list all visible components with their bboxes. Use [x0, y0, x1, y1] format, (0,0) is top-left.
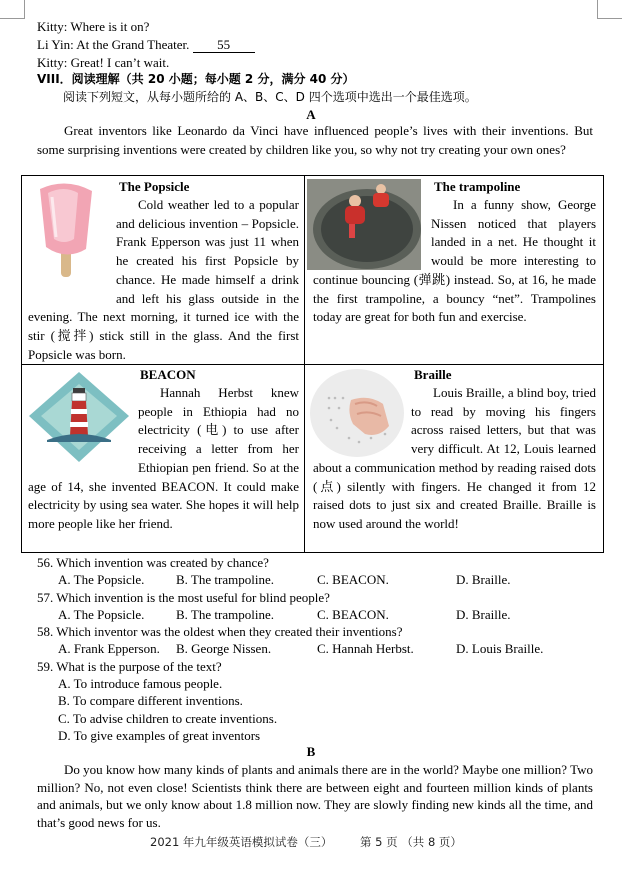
section-header: VIII．阅读理解（共 20 小题；每小题 2 分，满分 40 分） [37, 72, 355, 86]
option-57-d[interactable]: D. Braille. [456, 607, 511, 622]
option-58-d[interactable]: D. Louis Braille. [456, 641, 544, 656]
crop-mark-right [597, 0, 622, 19]
card-body-popsicle [28, 196, 299, 364]
image-float-spacer [28, 384, 138, 474]
option-59-b[interactable]: B. To compare different inventions. [58, 693, 243, 708]
option-57-b[interactable]: B. The trampoline. [176, 607, 274, 622]
question-59: 59. What is the purpose of the text? [37, 659, 222, 674]
dialog-line-1: Kitty: Where is it on? [37, 19, 150, 34]
card-text-trampoline: In a funny show, George Nissen noticed that players landed in a net. He thought it would be more interesting to continue bouncing (弹跳) instead. So, at 16, he made the first trampoline, a bouncy “net”. Trampolines today are great for both fun and exercise. [313, 197, 596, 325]
card-title-beacon: BEACON [140, 367, 196, 382]
passage-b-label: B [306, 744, 316, 759]
image-float-spacer [313, 196, 431, 270]
card-text-popsicle: Cold weather led to a popular and delicious invention – Popsicle. Frank Epperson was just 11 when he created his first Popsicle by chance. He made himself a drink and left his glass outside in the evening. The next morning, it turned ice with the stir (搅拌) stick still in the glass. And the first Popsicle was born. [28, 197, 299, 362]
section-instruction: 阅读下列短文，从每小题所给的 A、B、C、D 四个选项中选出一个最佳选项。 [63, 90, 477, 104]
crop-mark-left [0, 0, 25, 19]
option-58-c[interactable]: C. Hannah Herbst. [317, 641, 414, 656]
answer-blank[interactable]: 55 [193, 38, 255, 53]
option-59-d[interactable]: D. To give examples of great inventors [58, 728, 261, 743]
card-title-popsicle: The Popsicle [119, 179, 190, 194]
option-57-c[interactable]: C. BEACON. [317, 607, 389, 622]
footer-exam-title: 2021 年九年级英语模拟试卷（三） [150, 835, 333, 849]
card-body-trampoline [313, 196, 596, 327]
option-56-a[interactable]: A. The Popsicle. [58, 572, 145, 587]
footer-page-number: 第 5 页 （共 8 页） [360, 835, 462, 849]
question-56: 56. Which invention was created by chance? [37, 555, 269, 570]
passage-a-intro: Great inventors like Leonardo da Vinci have influenced people’s lives with their inventions. But some surprising inventions were created by children like you, so why not try creating your own ones? [37, 123, 593, 157]
option-56-b[interactable]: B. The trampoline. [176, 572, 274, 587]
question-57: 57. Which invention is the most useful for blind people? [37, 590, 330, 605]
option-58-a[interactable]: A. Frank Epperson. [58, 641, 160, 656]
option-58-b[interactable]: B. George Nissen. [176, 641, 272, 656]
card-text-beacon: Hannah Herbst knew people in Ethiopia had no electricity (电) to use after receiving a letter from her Ethiopian pen friend. So at the age of 14, she invented BEACON. It could make electricity by using sea water. She hopes it will help more people like her friend. [28, 385, 299, 531]
question-58: 58. Which inventor was the oldest when they created their inventions? [37, 624, 403, 639]
dialog-line-2 [37, 36, 255, 53]
passage-b-text: Do you know how many kinds of plants and animals there are in the world? Maybe one million? Two million? No, not even close! Scientists think there are between eight and fourteen million kinds of plants and animals, but we only know about 1.8 million now. They are slowly finding new kinds all the time, and that’s good news for us. [37, 762, 593, 830]
card-text-braille: Louis Braille, a blind boy, tried to read by moving his fingers across raised letters, but that was very difficult. At 12, Louis learned about a communication method by reading raised dots (点) silently with fingers. He changed it from 12 raised dots to just six and created Braille. Braille is now used around the world! [313, 385, 596, 531]
dialog-line-2-text: Li Yin: At the Grand Theater. [37, 37, 190, 52]
dialog-line-3: Kitty: Great! I can’t wait. [37, 55, 170, 70]
image-float-spacer [313, 384, 411, 458]
option-56-d[interactable]: D. Braille. [456, 572, 511, 587]
card-title-trampoline: The trampoline [434, 179, 521, 194]
card-body-beacon [28, 384, 299, 534]
card-body-braille [313, 384, 596, 534]
card-title-braille: Braille [414, 367, 452, 382]
option-59-c[interactable]: C. To advise children to create inventions. [58, 711, 278, 726]
image-float-spacer [28, 196, 116, 295]
option-59-a[interactable]: A. To introduce famous people. [58, 676, 223, 691]
passage-a-label: A [306, 107, 316, 122]
option-56-c[interactable]: C. BEACON. [317, 572, 389, 587]
option-57-a[interactable]: A. The Popsicle. [58, 607, 145, 622]
